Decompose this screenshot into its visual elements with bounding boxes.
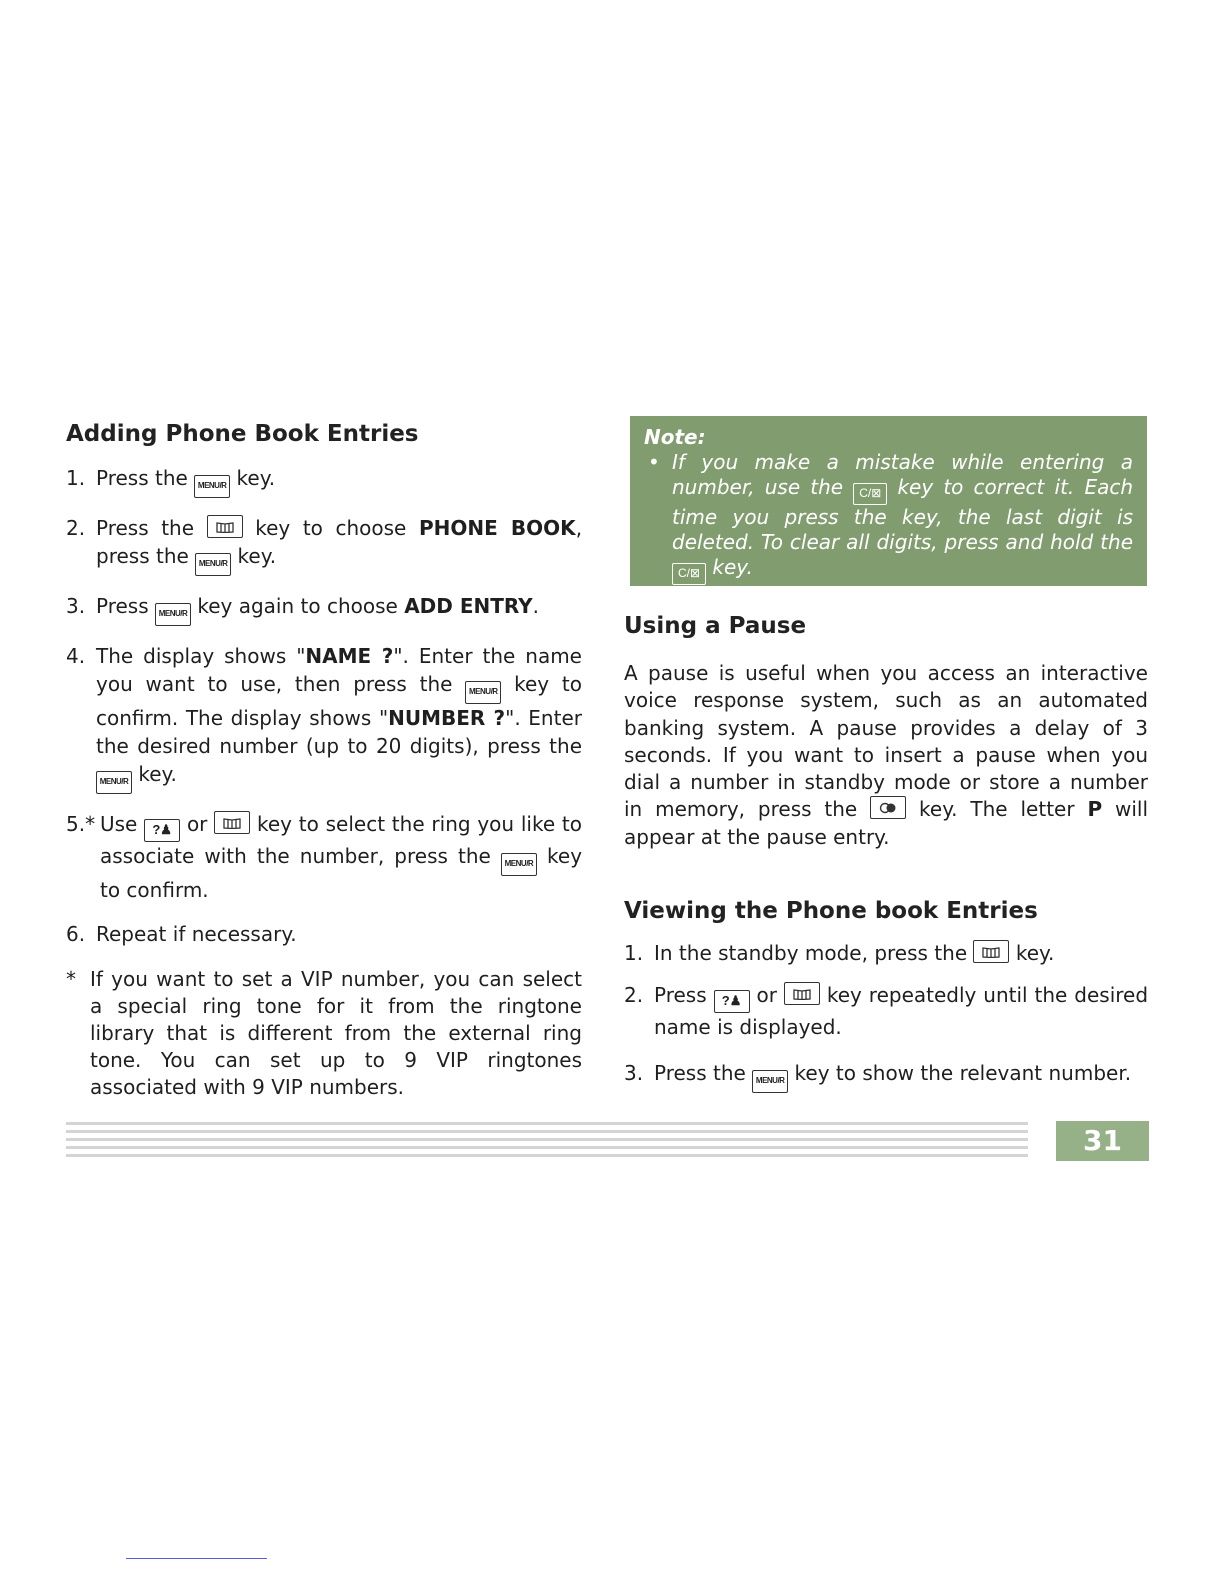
pause-key-icon [870, 796, 906, 819]
right-column [624, 610, 1148, 1093]
vip-footnote: * If you want to set a VIP number, you can select a special ring tone for it from the ringtone library that is different from the external ring tone. You can set up to 9 VIP ringtones associated with 9 VIP numbers. [66, 967, 582, 1099]
phonebook-key-icon [973, 940, 1009, 963]
note-box [630, 416, 1147, 586]
footer-rule [66, 1146, 1028, 1149]
menu-key-icon: MENU/R [195, 553, 231, 576]
viewing-step-3: 3. Press the MENU/R key to show the relevant number. [624, 1059, 1148, 1093]
menu-key-icon: MENU/R [155, 603, 191, 626]
vip-key-icon: ?♟ [144, 819, 180, 842]
adding-step-2: 2. Press the key to choose PHONE BOOK, press the MENU/R key. [66, 514, 582, 576]
vip-key-icon: ?♟ [714, 990, 750, 1013]
phonebook-key-icon [207, 515, 243, 538]
footer-rule [66, 1130, 1028, 1133]
bullet-icon: • [648, 450, 660, 474]
adding-step-3: 3. Press MENU/R key again to choose ADD ENTRY. [66, 592, 582, 626]
clear-key-icon: C/⊠ [853, 483, 887, 505]
adding-step-6: 6. Repeat if necessary. [66, 922, 297, 946]
menu-key-icon: MENU/R [752, 1070, 788, 1093]
viewing-step-1: 1. In the standby mode, press the key. [624, 941, 1055, 966]
adding-step-5: 5.* Use ?♟ or key to select the ring you like to associate with the number, press the MENU/R key to confirm. [66, 812, 583, 902]
note-title: Note: [644, 425, 706, 449]
footer-rule [66, 1122, 1028, 1125]
left-column [66, 416, 582, 1101]
clear-key-icon: C/⊠ [672, 563, 706, 585]
menu-key-icon: MENU/R [465, 681, 501, 704]
footer-rule [66, 1154, 1028, 1157]
menu-key-icon: MENU/R [96, 771, 132, 794]
phonebook-key-icon [214, 811, 250, 834]
pause-paragraph: A pause is useful when you access an interactive voice response system, such as an automated banking system. A pause provides a delay of 3 seconds. If you want to insert a pause when you dial a number in standby mode or store a number in memory, press the key. The letter P will appear at the pause entry. [624, 661, 1149, 849]
menu-key-icon: MENU/R [194, 475, 230, 498]
note-bullet-item: • If you make a mistake while entering a number, use the C/⊠ key to correct it. Each time you press the key, the last digit is deleted. To clear all digits, press and hold the C/⊠ key. [644, 450, 1133, 585]
phonebook-key-icon [784, 982, 820, 1005]
menu-key-icon: MENU/R [501, 853, 537, 876]
footer-rule [66, 1138, 1028, 1141]
adding-step-4: 4. The display shows "NAME ?". Enter the name you want to use, then press the MENU/R key to confirm. The display shows "NUMBER ?". Enter the desired number (up to 20 digits), press the MENU/R key. [66, 642, 582, 794]
footer-rule-lines [66, 1122, 1028, 1162]
viewing-step-2: 2. Press ?♟ or key repeatedly until the desired name is displayed. [624, 983, 1149, 1040]
page-number: 31 [1056, 1121, 1149, 1161]
bottom-link-underline [126, 1558, 267, 1559]
section-title-adding: Adding Phone Book Entries [66, 421, 419, 447]
section-title-pause: Using a Pause [624, 613, 807, 639]
adding-step-1: 1. Press the MENU/R key. [66, 464, 582, 498]
section-title-viewing: Viewing the Phone book Entries [624, 898, 1038, 925]
